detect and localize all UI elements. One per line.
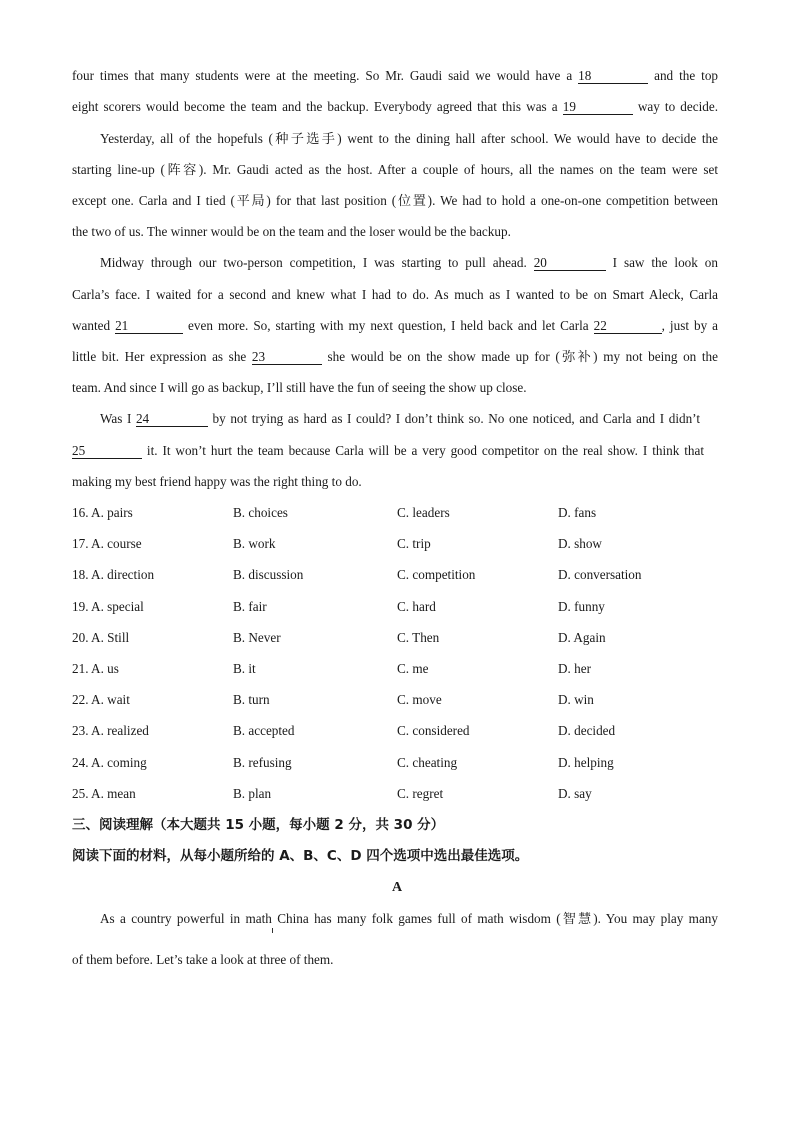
option-row <box>72 598 732 616</box>
option-d[interactable]: D. conversation <box>558 567 642 582</box>
option-c[interactable]: C. leaders <box>397 505 450 520</box>
option-a[interactable]: 20. A. Still <box>72 630 130 645</box>
passage-line: the two of us. The winner would be on the team and the loser would be the backup. <box>72 224 511 239</box>
option-d[interactable]: D. win <box>558 692 594 707</box>
option-row <box>72 660 732 678</box>
option-c[interactable]: C. me <box>397 661 429 676</box>
option-d[interactable]: D. funny <box>558 599 605 614</box>
passage-line: Yesterday, all of the hopefuls (种子选手) went to the dining hall after school. We would have to decide the <box>100 131 718 146</box>
option-c[interactable]: C. Then <box>397 630 440 645</box>
passage-text: by not trying as hard as I could? I don’t think so. No one noticed, and Carla and I didn’t <box>207 411 700 426</box>
option-a[interactable]: 22. A. wait <box>72 692 130 707</box>
option-row <box>72 754 732 772</box>
option-b[interactable]: B. it <box>233 661 256 676</box>
option-a[interactable]: 23. A. realized <box>72 723 149 738</box>
option-d[interactable]: D. show <box>558 536 602 551</box>
option-b[interactable]: B. fair <box>233 599 267 614</box>
passage-line <box>72 348 718 366</box>
option-b[interactable]: B. Never <box>233 630 281 645</box>
option-d[interactable]: D. say <box>558 786 592 801</box>
blank-25: 25 <box>72 443 142 459</box>
passage-line: making my best friend happy was the right thing to do. <box>72 474 362 489</box>
passage-line: team. And since I will go as backup, I’ll still have the fun of seeing the show up close. <box>72 380 527 395</box>
blank-24: 24 <box>136 411 208 427</box>
passage-text: and the top <box>648 68 719 83</box>
option-b[interactable]: B. choices <box>233 505 288 520</box>
option-row <box>72 535 732 553</box>
option-row <box>72 722 732 740</box>
option-b[interactable]: B. refusing <box>233 755 292 770</box>
passage-line: except one. Carla and I tied (平局) for that last position (位置). We had to hold a one-on-one competition between <box>72 193 718 208</box>
passage-line <box>72 442 704 460</box>
option-row <box>72 504 732 522</box>
passage-text: I saw the look on <box>605 255 718 270</box>
option-b[interactable]: B. plan <box>233 786 272 801</box>
passage-line <box>100 254 718 272</box>
passage-text: , just by a <box>661 318 718 333</box>
passage-text: Was I <box>100 411 136 426</box>
passage-text: she would be on the show made up for (弥补) my not being on the <box>321 349 719 364</box>
option-a[interactable]: 17. A. course <box>72 536 142 551</box>
option-b[interactable]: B. accepted <box>233 723 295 738</box>
passage-text: Midway through our two-person competition, I was starting to pull ahead. <box>100 255 534 270</box>
passage-label: A <box>391 880 403 895</box>
option-d[interactable]: D. fans <box>558 505 597 520</box>
blank-22: 22 <box>594 318 662 334</box>
passage-text: it. It won’t hurt the team because Carla will be a very good competitor on the real show. I think that <box>142 443 704 458</box>
option-row <box>72 629 732 647</box>
blank-21: 21 <box>115 318 183 334</box>
blank-23: 23 <box>252 349 322 365</box>
blank-19: 19 <box>563 99 633 115</box>
passage-line <box>100 410 700 428</box>
option-a[interactable]: 19. A. special <box>72 599 144 614</box>
option-a[interactable]: 21. A. us <box>72 661 119 676</box>
passage-text: wanted <box>72 318 116 333</box>
blank-20: 20 <box>534 255 606 271</box>
option-b[interactable]: B. turn <box>233 692 270 707</box>
option-d[interactable]: D. helping <box>558 755 614 770</box>
option-a[interactable]: 16. A. pairs <box>72 505 133 520</box>
passage-text: even more. So, starting with my next question, I held back and let Carla <box>183 318 594 333</box>
option-row <box>72 785 732 803</box>
option-a[interactable]: 25. A. mean <box>72 786 136 801</box>
stray-mark <box>272 928 273 933</box>
section-instruction: 阅读下面的材料，从每小题所给的 A、B、C、D 四个选项中选出最佳选项。 <box>72 848 529 864</box>
passage-text: way to decide. <box>632 99 719 114</box>
passage-text: four times that many students were at the meeting. So Mr. Gaudi said we would have a <box>72 68 579 83</box>
passage-line <box>72 67 718 85</box>
option-b[interactable]: B. work <box>233 536 276 551</box>
option-d[interactable]: D. Again <box>558 630 606 645</box>
option-d[interactable]: D. decided <box>558 723 616 738</box>
option-c[interactable]: C. trip <box>397 536 431 551</box>
option-c[interactable]: C. hard <box>397 599 436 614</box>
option-b[interactable]: B. discussion <box>233 567 304 582</box>
passage-line <box>72 317 718 335</box>
passage-line: Carla’s face. I waited for a second and knew what I had to do. As much as I wanted to be on Smart Aleck, Carla <box>72 287 718 302</box>
option-d[interactable]: D. her <box>558 661 591 676</box>
reading-line: As a country powerful in math China has many folk games full of math wisdom (智慧). You may play many <box>100 911 718 926</box>
option-c[interactable]: C. move <box>397 692 442 707</box>
passage-text: little bit. Her expression as she <box>72 349 252 364</box>
passage-text: eight scorers would become the team and the backup. Everybody agreed that this was a <box>72 99 563 114</box>
option-c[interactable]: C. regret <box>397 786 444 801</box>
option-row <box>72 566 732 584</box>
reading-line: of them before. Let’s take a look at three of them. <box>72 952 334 967</box>
section-title: 三、阅读理解（本大题共 15 小题，每小题 2 分，共 30 分） <box>72 817 445 833</box>
option-c[interactable]: C. cheating <box>397 755 458 770</box>
option-a[interactable]: 24. A. coming <box>72 755 147 770</box>
passage-line: starting line-up (阵容). Mr. Gaudi acted as the host. After a couple of hours, all the names on the team were set <box>72 162 718 177</box>
option-c[interactable]: C. considered <box>397 723 470 738</box>
blank-18: 18 <box>578 68 648 84</box>
option-c[interactable]: C. competition <box>397 567 476 582</box>
option-row <box>72 691 732 709</box>
option-a[interactable]: 18. A. direction <box>72 567 155 582</box>
passage-line <box>72 98 718 116</box>
